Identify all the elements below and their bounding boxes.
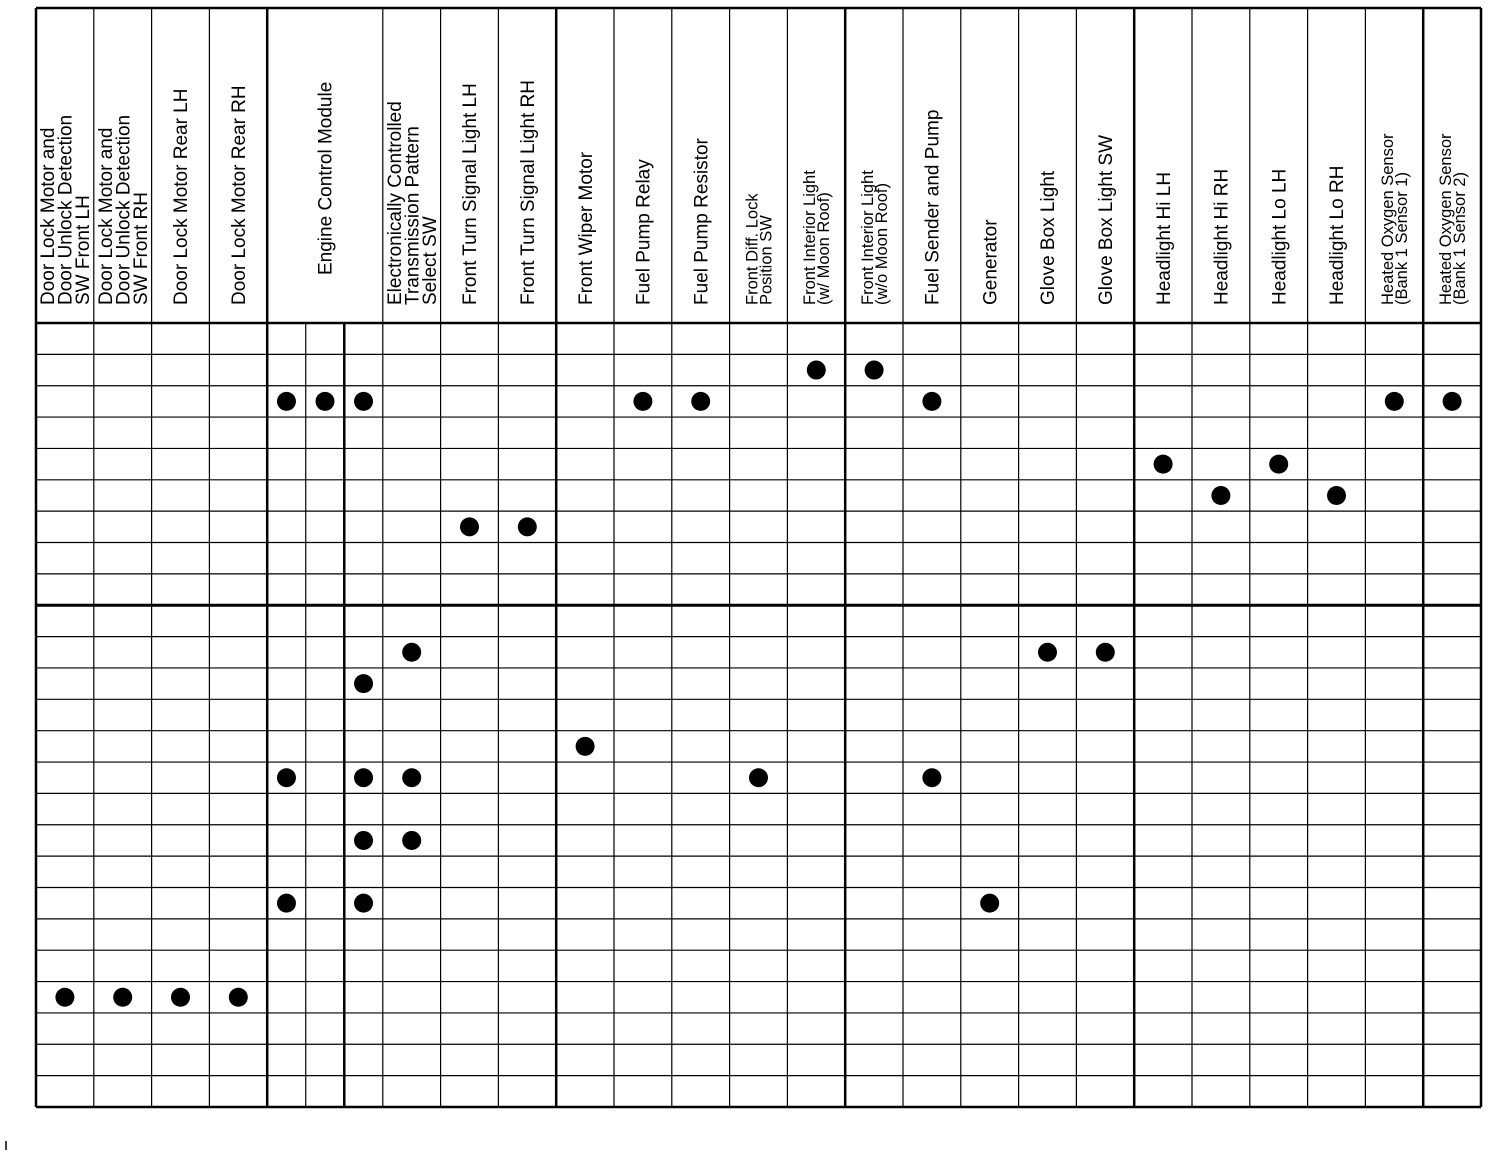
matrix-dot <box>402 831 421 850</box>
matrix-dot <box>1327 486 1346 505</box>
matrix-dot <box>576 737 595 756</box>
column-header-label: Fuel Pump Relay <box>633 159 655 305</box>
matrix-dot <box>922 392 941 411</box>
matrix-dot <box>865 361 884 380</box>
column-header-label: Door Unlock Detection <box>55 114 77 305</box>
matrix-dot <box>354 674 373 693</box>
matrix-dot <box>55 988 74 1007</box>
column-header-label: Door Lock Motor and <box>95 127 117 305</box>
column-header-label: (Bank 1 Sensor 2) <box>1450 172 1469 305</box>
matrix-dot <box>316 392 335 411</box>
matrix-dot <box>1443 392 1462 411</box>
matrix-dot <box>1038 643 1057 662</box>
matrix-dot <box>113 988 132 1007</box>
matrix-dot <box>277 392 296 411</box>
column-header-label: (w/o Moon Roof) <box>872 183 891 305</box>
matrix-dot <box>807 361 826 380</box>
column-header-label: SW Front LH <box>73 195 95 305</box>
column-header-label: Transmission Pattern <box>402 126 424 305</box>
column-header-label: Glove Box Light <box>1038 170 1060 305</box>
column-header-label: (Bank 1 Sensor 1) <box>1393 172 1412 305</box>
matrix-dot <box>277 894 296 913</box>
column-header-label: Door Unlock Detection <box>113 114 135 305</box>
matrix-dot <box>518 517 537 536</box>
matrix-dot <box>229 988 248 1007</box>
matrix-dot <box>1385 392 1404 411</box>
column-header-label: Position SW <box>757 215 776 305</box>
column-header-label: Fuel Pump Resistor <box>691 138 713 305</box>
column-header-label: Door Lock Motor and <box>38 127 60 305</box>
column-header-label: Door Lock Motor Rear LH <box>171 88 193 305</box>
matrix-dot <box>1211 486 1230 505</box>
matrix-dot <box>633 392 652 411</box>
column-header-label: Headlight Hi RH <box>1211 168 1233 305</box>
column-header-label: Heated Oxygen Sensor <box>1379 133 1398 305</box>
matrix-dot <box>354 392 373 411</box>
column-header-label: Headlight Lo RH <box>1327 165 1349 305</box>
column-header-label: Electronically Controlled <box>384 101 406 305</box>
column-header-label: Front Turn Signal Light RH <box>517 80 539 305</box>
matrix-dot <box>691 392 710 411</box>
matrix-dot <box>1269 455 1288 474</box>
matrix-dot <box>354 831 373 850</box>
matrix-dot <box>402 643 421 662</box>
matrix-dot <box>171 988 190 1007</box>
column-header-label: Front Interior Light <box>858 170 877 305</box>
matrix-dot <box>354 894 373 913</box>
column-header-label: Engine Control Module <box>315 81 337 275</box>
matrix-dot <box>1096 643 1115 662</box>
column-header-label: Headlight Lo LH <box>1269 168 1291 305</box>
column-header-label: Headlight Hi LH <box>1153 171 1175 305</box>
matrix-dot <box>277 768 296 787</box>
column-header-label: Select SW <box>419 216 441 305</box>
column-header-label: Generator <box>980 219 1002 305</box>
column-header-label: Front Turn Signal Light LH <box>460 83 482 305</box>
column-header-label: Front Interior Light <box>801 170 820 305</box>
column-header-label: (w/ Moon Roof) <box>815 192 834 305</box>
matrix-dot <box>460 517 479 536</box>
matrix-dot <box>1154 455 1173 474</box>
column-header-label: SW Front RH <box>130 192 152 305</box>
column-header-label: Glove Box Light SW <box>1095 134 1117 305</box>
column-header-label: Door Lock Motor Rear RH <box>228 85 250 305</box>
column-header-label: Front Wiper Motor <box>575 151 597 305</box>
column-header-label: Heated Oxygen Sensor <box>1436 133 1455 305</box>
matrix-dot <box>749 768 768 787</box>
matrix-dot <box>354 768 373 787</box>
column-header-label: Front Diff. Lock <box>743 193 762 305</box>
matrix-dot <box>922 768 941 787</box>
matrix-dot <box>980 894 999 913</box>
matrix-dot <box>402 768 421 787</box>
column-header-label: Fuel Sender and Pump <box>922 109 944 305</box>
